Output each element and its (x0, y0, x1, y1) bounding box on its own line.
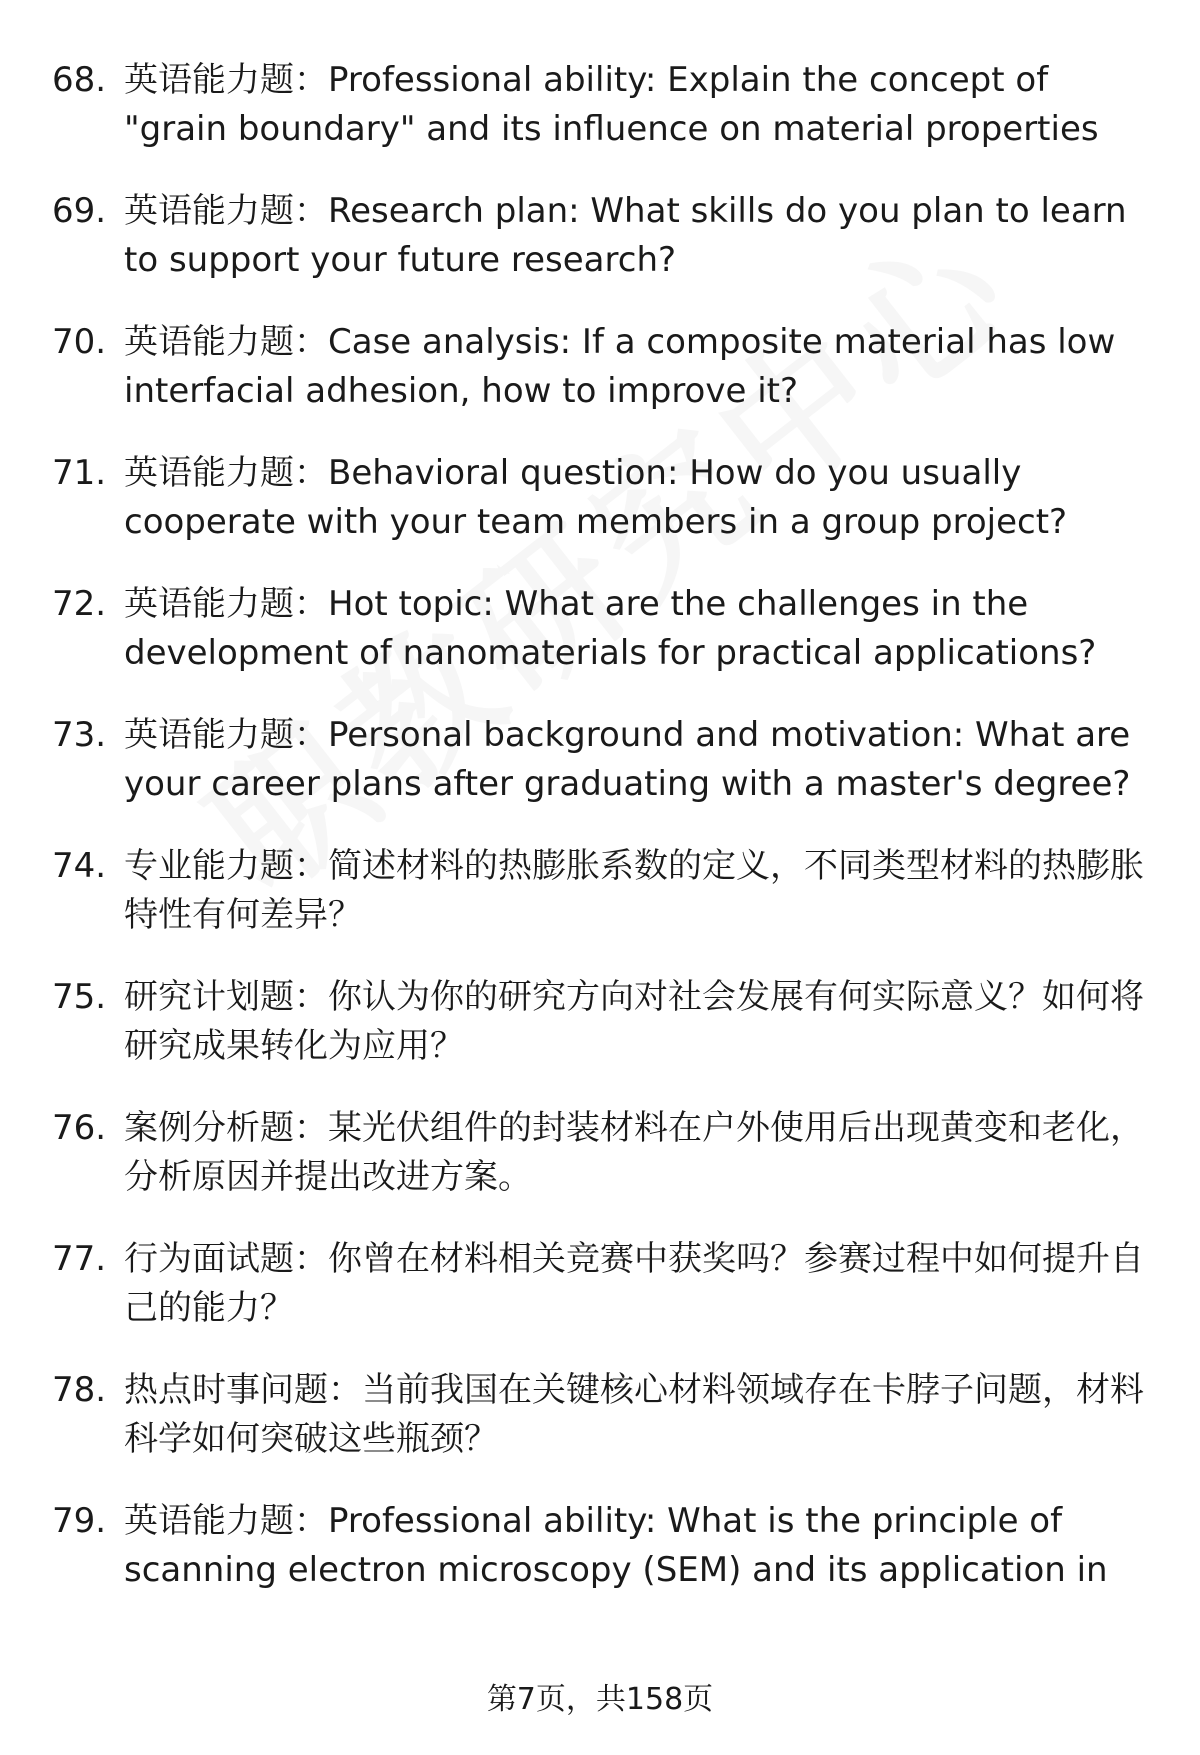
question-number: 71. (52, 453, 107, 493)
question-text: 英语能力题：Research plan: What skills do you plan to learn to support your future research? (124, 191, 1127, 280)
question-item (0, 187, 1200, 285)
question-number: 75. (52, 977, 107, 1017)
question-item (0, 449, 1200, 547)
question-text: 英语能力题：Professional ability: What is the principle of scanning electron microscopy (SEM) and its application in (124, 1501, 1108, 1590)
question-item (0, 1366, 1200, 1464)
question-item (0, 711, 1200, 809)
question-text: 热点时事问题：当前我国在关键核心材料领域存在卡脖子问题，材料科学如何突破这些瓶颈？ (124, 1370, 1144, 1459)
question-number: 78. (52, 1370, 107, 1410)
question-text: 英语能力题：Hot topic: What are the challenges in the development of nanomaterials for practical applications? (124, 584, 1097, 673)
question-item (0, 1497, 1200, 1595)
question-number: 69. (52, 191, 107, 231)
question-number: 72. (52, 584, 107, 624)
question-number: 70. (52, 322, 107, 362)
question-list (0, 56, 1200, 1628)
question-text: 专业能力题：简述材料的热膨胀系数的定义，不同类型材料的热膨胀特性有何差异？ (124, 846, 1144, 935)
question-item (0, 842, 1200, 940)
question-text: 研究计划题：你认为你的研究方向对社会发展有何实际意义？如何将研究成果转化为应用？ (124, 977, 1144, 1066)
question-item (0, 1104, 1200, 1202)
question-number: 73. (52, 715, 107, 755)
question-number: 77. (52, 1239, 107, 1279)
question-number: 68. (52, 60, 107, 100)
question-item (0, 56, 1200, 154)
question-item (0, 973, 1200, 1071)
question-item (0, 580, 1200, 678)
question-number: 76. (52, 1108, 107, 1148)
question-text: 英语能力题：Behavioral question: How do you usually cooperate with your team members in a group project? (124, 453, 1068, 542)
question-text: 案例分析题：某光伏组件的封装材料在户外使用后出现黄变和老化，分析原因并提出改进方案。 (124, 1108, 1144, 1197)
question-text: 英语能力题：Case analysis: If a composite material has low interfacial adhesion, how to improve it? (124, 322, 1116, 411)
question-number: 79. (52, 1501, 107, 1541)
page-number: 第7页，共158页 (486, 1682, 714, 1717)
question-text: 行为面试题：你曾在材料相关竞赛中获奖吗？参赛过程中如何提升自己的能力？ (124, 1239, 1144, 1328)
question-text: 英语能力题：Personal background and motivation: What are your career plans after graduating with a master's degree? (124, 715, 1131, 804)
question-item (0, 1235, 1200, 1333)
question-text: 英语能力题：Professional ability: Explain the concept of "grain boundary" and its influence on material properties (124, 60, 1099, 149)
question-number: 74. (52, 846, 107, 886)
question-item (0, 318, 1200, 416)
